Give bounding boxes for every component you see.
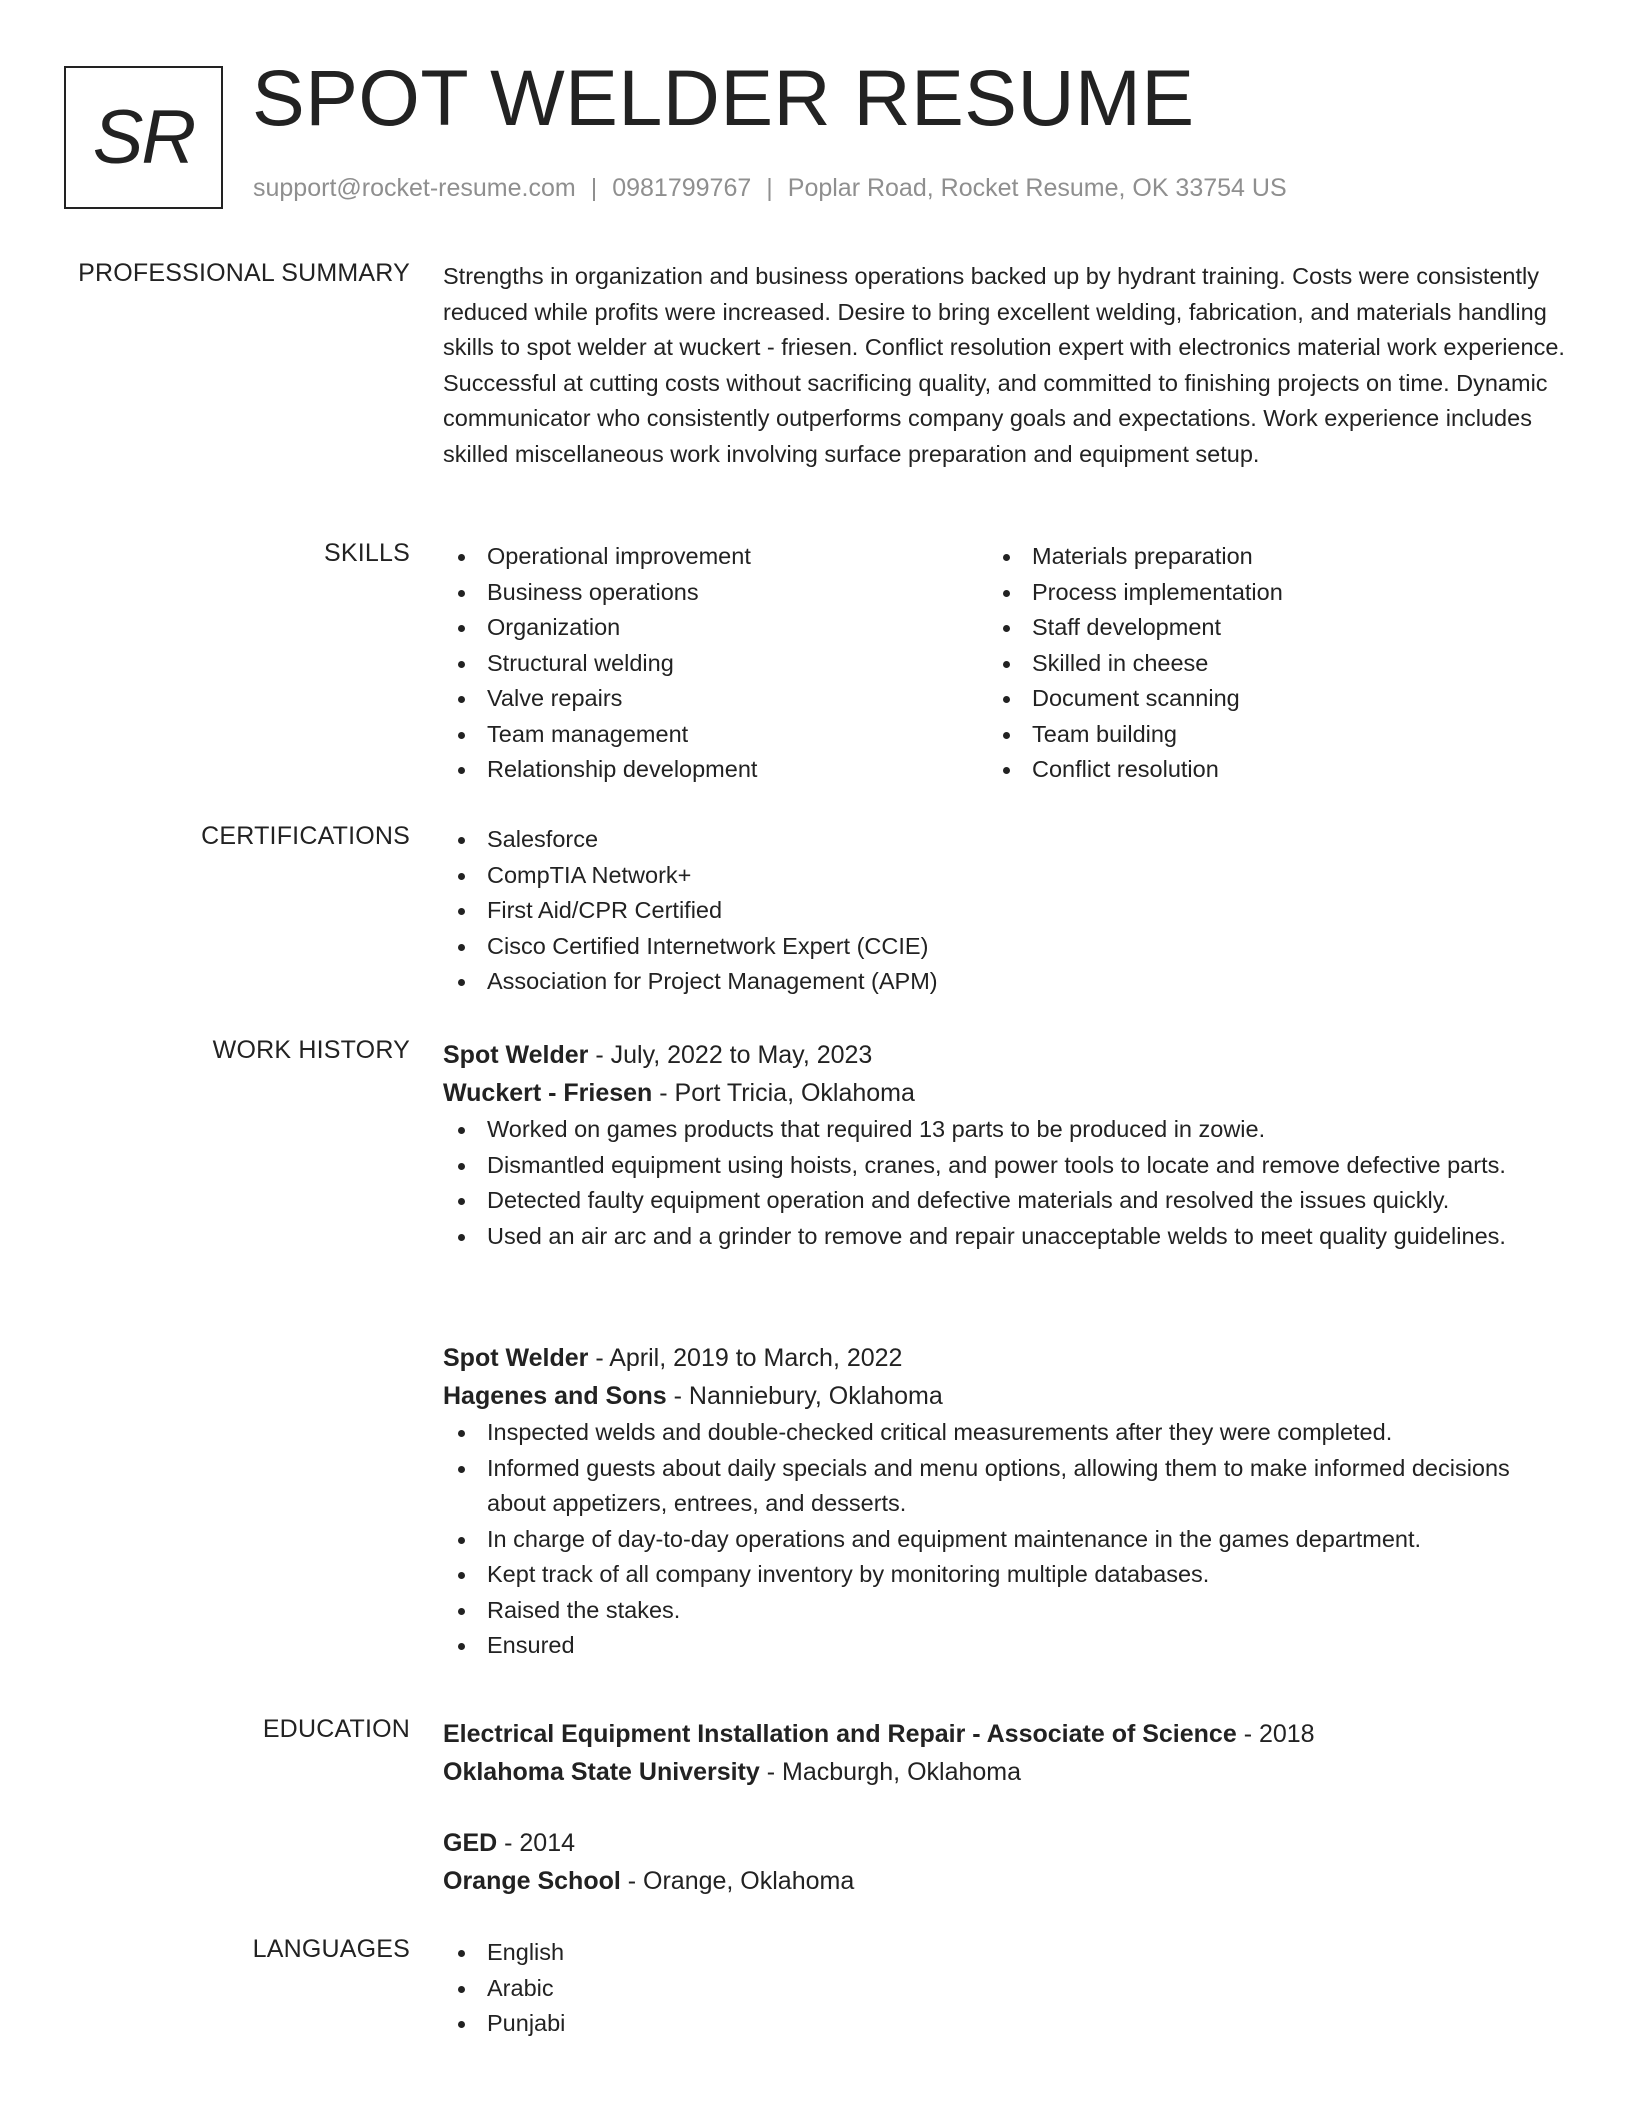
list-item: English	[443, 1935, 1573, 1971]
contact-address: Poplar Road, Rocket Resume, OK 33754 US	[787, 174, 1287, 202]
list-item: Staff development	[988, 610, 1533, 646]
section-title-languages: LANGUAGES	[252, 1935, 410, 1963]
certifications-list	[443, 822, 1573, 1000]
list-item: CompTIA Network+	[443, 858, 1573, 894]
work-history-body	[443, 1036, 1573, 1254]
job-duties-list	[443, 1112, 1573, 1254]
list-item: Punjabi	[443, 2006, 1573, 2042]
job-title-line	[443, 1036, 1573, 1074]
list-item: Team building	[988, 717, 1533, 753]
job-location: - Port Tricia, Oklahoma	[652, 1079, 915, 1107]
contact-phone: 0981799767	[612, 174, 752, 202]
job-company: Hagenes and Sons	[443, 1382, 667, 1410]
list-item: Inspected welds and double-checked critical measurements after they were completed.	[443, 1415, 1573, 1451]
job-title-line	[443, 1339, 1573, 1377]
education-body	[443, 1824, 1573, 1900]
list-item: Organization	[443, 610, 988, 646]
list-item: Valve repairs	[443, 681, 988, 717]
list-item: Raised the stakes.	[443, 1593, 1573, 1629]
degree-line	[443, 1715, 1573, 1753]
job-entry	[443, 1339, 1573, 1664]
skills-list-left	[443, 539, 988, 788]
section-title-summary: PROFESSIONAL SUMMARY	[78, 259, 410, 287]
certifications-body	[443, 822, 1573, 1000]
school-name: Oklahoma State University	[443, 1758, 760, 1786]
job-location: - Nanniebury, Oklahoma	[666, 1382, 943, 1410]
school-location: - Orange, Oklahoma	[620, 1867, 855, 1895]
list-item: Document scanning	[988, 681, 1533, 717]
languages-list	[443, 1935, 1573, 2042]
section-title-skills: SKILLS	[324, 539, 410, 567]
education-entry	[443, 1824, 1573, 1900]
list-item: Dismantled equipment using hoists, cranes, and power tools to locate and remove defective parts.	[443, 1148, 1573, 1184]
degree-year: - 2018	[1236, 1720, 1315, 1748]
list-item: First Aid/CPR Certified	[443, 893, 1573, 929]
job-duties-list	[443, 1415, 1573, 1664]
job-role: Spot Welder	[443, 1041, 589, 1069]
school-line	[443, 1862, 1573, 1900]
job-dates: - April, 2019 to March, 2022	[588, 1344, 903, 1372]
job-company-line	[443, 1074, 1573, 1112]
list-item: Used an air arc and a grinder to remove and repair unacceptable welds to meet quality guidelines.	[443, 1219, 1573, 1255]
job-role: Spot Welder	[443, 1344, 589, 1372]
degree-name: GED	[443, 1829, 498, 1857]
education-entry	[443, 1715, 1573, 1791]
list-item: Operational improvement	[443, 539, 988, 575]
initials-monogram: SR	[64, 66, 223, 209]
school-name: Orange School	[443, 1867, 621, 1895]
list-item: Arabic	[443, 1971, 1573, 2007]
job-entry	[443, 1036, 1573, 1254]
section-title-certifications: CERTIFICATIONS	[201, 822, 410, 850]
list-item: Relationship development	[443, 752, 988, 788]
skills-grid	[443, 539, 1573, 788]
list-item: Worked on games products that required 13 parts to be produced in zowie.	[443, 1112, 1573, 1148]
school-line	[443, 1753, 1573, 1791]
list-item: Salesforce	[443, 822, 1573, 858]
list-item: Ensured	[443, 1628, 1573, 1664]
summary-body	[443, 259, 1573, 472]
school-location: - Macburgh, Oklahoma	[759, 1758, 1022, 1786]
list-item: Materials preparation	[988, 539, 1533, 575]
list-item: Association for Project Management (APM)	[443, 964, 1573, 1000]
section-title-work-history: WORK HISTORY	[212, 1036, 410, 1064]
degree-line	[443, 1824, 1573, 1862]
list-item: In charge of day-to-day operations and equipment maintenance in the games department.	[443, 1522, 1573, 1558]
degree-year: - 2014	[497, 1829, 576, 1857]
skills-body	[443, 539, 1573, 788]
degree-name: Electrical Equipment Installation and Repair - Associate of Science	[443, 1720, 1237, 1748]
work-history-body	[443, 1339, 1573, 1664]
list-item: Process implementation	[988, 575, 1533, 611]
list-item: Skilled in cheese	[988, 646, 1533, 682]
education-body	[443, 1715, 1573, 1791]
job-company-line	[443, 1377, 1573, 1415]
list-item: Cisco Certified Internetwork Expert (CCIE)	[443, 929, 1573, 965]
section-title-education: EDUCATION	[262, 1715, 410, 1743]
list-item: Detected faulty equipment operation and defective materials and resolved the issues quickly.	[443, 1183, 1573, 1219]
job-company: Wuckert - Friesen	[443, 1079, 653, 1107]
list-item: Conflict resolution	[988, 752, 1533, 788]
list-item: Kept track of all company inventory by monitoring multiple databases.	[443, 1557, 1573, 1593]
contact-separator: |	[766, 174, 773, 202]
contact-separator: |	[590, 174, 598, 202]
languages-body	[443, 1935, 1573, 2042]
resume-title: SPOT WELDER RESUME	[252, 53, 1195, 142]
list-item: Structural welding	[443, 646, 988, 682]
list-item: Team management	[443, 717, 988, 753]
summary-text: Strengths in organization and business operations backed up by hydrant training. Costs were consistently reduced while profits were increased. Desire to bring excellent welding, fabrication, and materials handling skills to spot welder at wuckert - friesen. Conflict resolution expert with electronics material work experience. Successful at cutting costs without sacrificing quality, and committed to finishing projects on time. Dynamic communicator who consistently outperforms company goals and expectations. Work experience includes skilled miscellaneous work involving surface preparation and equipment setup.	[443, 263, 1565, 467]
contact-email: support@rocket-resume.com	[253, 174, 576, 202]
skills-list-right	[988, 539, 1533, 788]
job-dates: - July, 2022 to May, 2023	[588, 1041, 873, 1069]
contact-line	[253, 174, 1287, 203]
list-item: Informed guests about daily specials and menu options, allowing them to make informed decisions about appetizers, entrees, and desserts.	[443, 1451, 1573, 1522]
list-item: Business operations	[443, 575, 988, 611]
